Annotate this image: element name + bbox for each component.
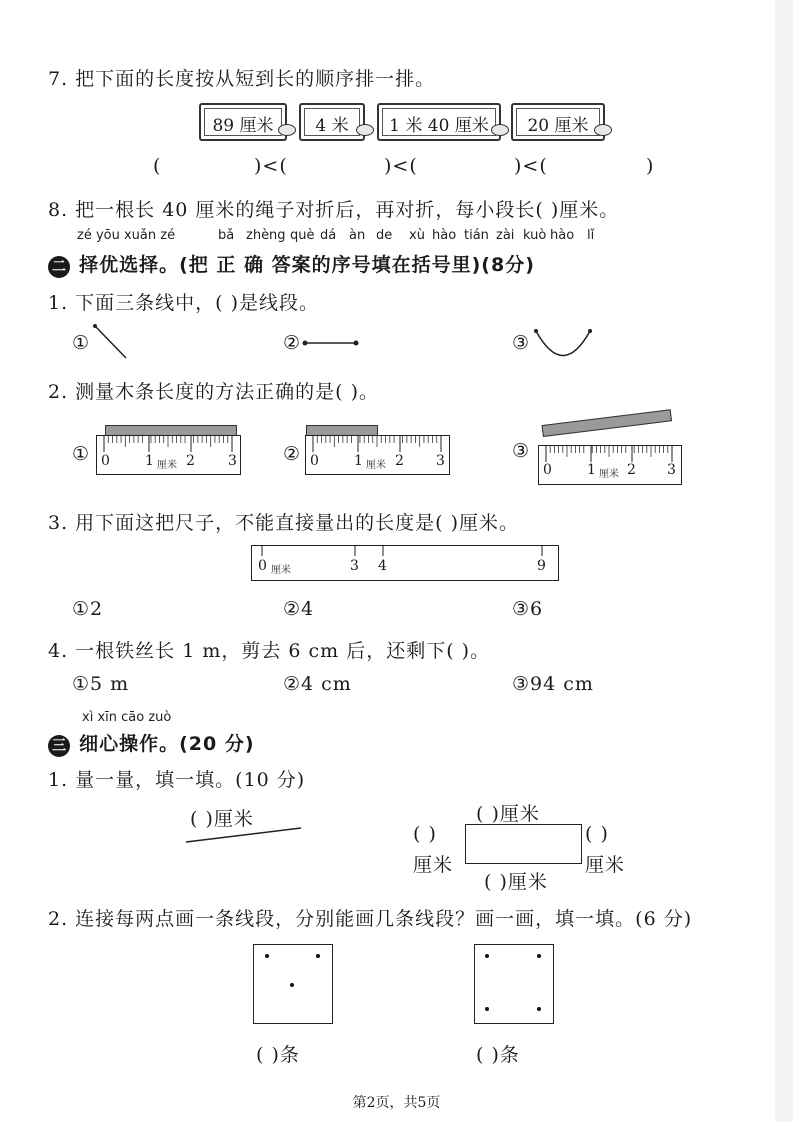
line-measure-blank[interactable]: ( )厘米 bbox=[190, 808, 254, 830]
section-2-pinyin: àn bbox=[349, 228, 366, 243]
section-2-pinyin: hào bbox=[432, 228, 457, 243]
dot bbox=[290, 983, 294, 987]
section-3-title: 细心操作。(20 分) bbox=[79, 733, 255, 755]
section-2-pinyin: tián bbox=[464, 228, 489, 243]
answer-blank-2[interactable]: ( )条 bbox=[476, 1044, 520, 1066]
s2-question-2-text: 2. 测量木条长度的方法正确的是( )。 bbox=[48, 381, 380, 403]
s3-question-1-text: 1. 量一量，填一填。(10 分) bbox=[48, 769, 306, 791]
option-1[interactable]: ①2 bbox=[72, 598, 104, 620]
broken-ruler-label-3: 3 bbox=[350, 558, 359, 574]
question-8-text: 8. 把一根长 40 厘米的绳子对折后，再对折，每小段长( )厘米。 bbox=[48, 199, 620, 221]
ruler-label-0: 0 bbox=[310, 453, 319, 469]
dot bbox=[265, 954, 269, 958]
broken-ruler-unit: 厘米 bbox=[271, 565, 291, 576]
section-number-badge: 二 bbox=[48, 256, 70, 278]
option-2-label[interactable]: ② bbox=[283, 332, 302, 354]
dot bbox=[485, 1007, 489, 1011]
dot bbox=[485, 954, 489, 958]
section-2-pinyin: lǐ bbox=[587, 228, 595, 243]
dot bbox=[537, 1007, 541, 1011]
order-blank-2[interactable]: )<( bbox=[254, 155, 288, 177]
card-label: 89 厘米 bbox=[212, 116, 274, 136]
rect-left-unit: 厘米 bbox=[413, 854, 454, 876]
card-label: 4 米 bbox=[315, 116, 349, 136]
ruler-unit: 厘米 bbox=[599, 469, 619, 480]
option-1[interactable]: ①5 m bbox=[72, 673, 130, 695]
answer-blank-1[interactable]: ( )条 bbox=[256, 1044, 300, 1066]
broken-ruler-label-4: 4 bbox=[378, 558, 387, 574]
ruler-label-3: 3 bbox=[436, 453, 445, 469]
section-2-title: 择优选择。(把 正 确 答案的序号填在括号里)(8分) bbox=[79, 254, 535, 276]
section-2-pinyin: dá bbox=[320, 228, 337, 243]
s2-question-1-text: 1. 下面三条线中，( )是线段。 bbox=[48, 292, 320, 314]
ruler-label-3: 3 bbox=[228, 453, 237, 469]
broken-ruler-label-0: 0 bbox=[258, 558, 267, 574]
rect-right-unit: 厘米 bbox=[585, 854, 626, 876]
section-2-pinyin-1: zé yōu xuǎn zé bbox=[77, 228, 176, 243]
option-2[interactable]: ②4 bbox=[283, 598, 315, 620]
card-label: 1 米 40 厘米 bbox=[389, 116, 489, 136]
section-2-pinyin: xù bbox=[409, 228, 425, 243]
order-blank-1[interactable]: ( bbox=[153, 155, 162, 177]
option-3[interactable]: ③6 bbox=[512, 598, 544, 620]
option-1-label[interactable]: ① bbox=[72, 443, 91, 465]
card-label: 20 厘米 bbox=[527, 116, 589, 136]
option-2-label[interactable]: ② bbox=[283, 443, 302, 465]
question-7-text: 7. 把下面的长度按从短到长的顺序排一排。 bbox=[48, 68, 436, 90]
rect-left-blank[interactable]: ( ) bbox=[413, 823, 437, 845]
ruler-label-1: 1 bbox=[145, 453, 154, 469]
broken-ruler-label-9: 9 bbox=[537, 558, 546, 574]
option-1-label[interactable]: ① bbox=[72, 332, 91, 354]
ruler-label-1: 1 bbox=[354, 453, 363, 469]
order-blank-3[interactable]: )<( bbox=[384, 155, 418, 177]
s2-question-3-text: 3. 用下面这把尺子，不能直接量出的长度是( )厘米。 bbox=[48, 512, 520, 534]
ruler-label-1: 1 bbox=[587, 462, 596, 478]
s2-question-4-text: 4. 一根铁丝长 1 m，剪去 6 cm 后，还剩下( )。 bbox=[48, 640, 491, 662]
dot bbox=[316, 954, 320, 958]
ruler-label-2: 2 bbox=[627, 462, 636, 478]
ruler-label-2: 2 bbox=[186, 453, 195, 469]
section-2-pinyin: què bbox=[290, 228, 315, 243]
ruler-label-0: 0 bbox=[101, 453, 110, 469]
dot bbox=[537, 954, 541, 958]
section-2-pinyin: zhèng bbox=[246, 228, 286, 243]
section-2-pinyin: bǎ bbox=[218, 228, 235, 243]
s3-question-2-text: 2. 连接每两点画一条线段，分别能画几条线段？画一画，填一填。(6 分) bbox=[48, 908, 693, 930]
rect-right-blank[interactable]: ( ) bbox=[585, 823, 609, 845]
rect-top-blank[interactable]: ( )厘米 bbox=[476, 803, 540, 825]
section-2-pinyin: hào bbox=[550, 228, 575, 243]
ruler-label-0: 0 bbox=[543, 462, 552, 478]
order-blank-5[interactable]: ) bbox=[646, 155, 655, 177]
ruler-unit: 厘米 bbox=[366, 460, 386, 471]
section-2-pinyin: de bbox=[376, 228, 393, 243]
section-2-pinyin: kuò bbox=[523, 228, 547, 243]
measure-rectangle bbox=[465, 824, 582, 864]
section-3-pinyin: xì xīn cāo zuò bbox=[82, 710, 172, 725]
section-number-badge: 三 bbox=[48, 735, 70, 757]
option-3-label[interactable]: ③ bbox=[512, 440, 531, 462]
page-footer: 第2页，共5页 bbox=[352, 1095, 441, 1111]
option-2[interactable]: ②4 cm bbox=[283, 673, 352, 695]
section-2-pinyin: zài bbox=[496, 228, 515, 243]
order-blank-4[interactable]: )<( bbox=[514, 155, 548, 177]
option-3[interactable]: ③94 cm bbox=[512, 673, 594, 695]
ruler-label-2: 2 bbox=[395, 453, 404, 469]
ruler-label-3: 3 bbox=[667, 462, 676, 478]
ruler-unit: 厘米 bbox=[157, 460, 177, 471]
option-3-label[interactable]: ③ bbox=[512, 332, 531, 354]
rect-bottom-blank[interactable]: ( )厘米 bbox=[484, 871, 548, 893]
